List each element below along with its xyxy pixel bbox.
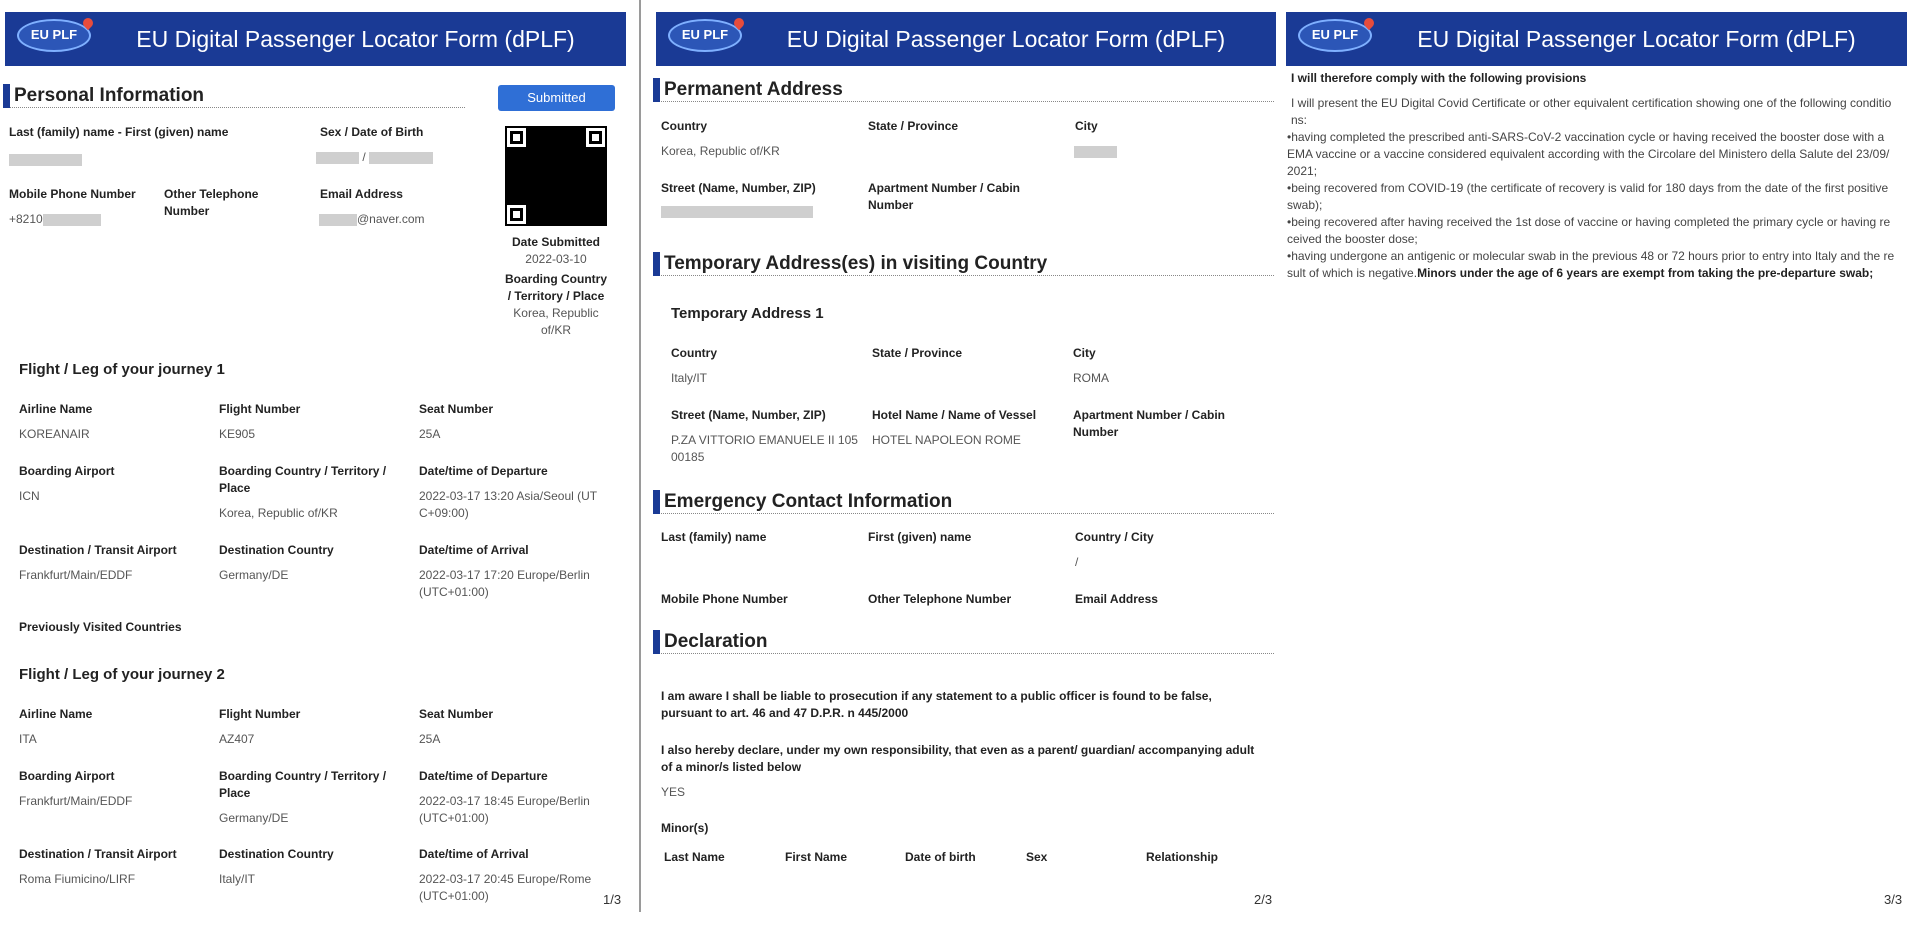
section-temporary-address: Temporary Address(es) in visiting Country	[653, 252, 1274, 276]
flight2-boarding-airport-label: Boarding Airport	[19, 769, 115, 783]
flight1-boarding-country-label: Boarding Country / Territory / Place	[219, 464, 387, 495]
flight2-flight-value: AZ407	[219, 732, 255, 746]
flight2-boarding-country-value: Germany/DE	[219, 811, 289, 825]
flight2-flight-label: Flight Number	[219, 707, 301, 721]
mobile-value: +8210	[9, 211, 101, 228]
page-title: EU Digital Passenger Locator Form (dPLF)	[786, 25, 1226, 52]
em-email-label: Email Address	[1075, 592, 1158, 606]
flight1-flight-value: KE905	[219, 427, 256, 441]
flight2-departure-label: Date/time of Departure	[419, 769, 548, 783]
em-mobile-label: Mobile Phone Number	[661, 592, 788, 606]
temp-city-label: City	[1073, 346, 1096, 360]
perm-apartment-label: Apartment Number / Cabin Number	[868, 181, 1021, 212]
flight1-title: Flight / Leg of your journey 1	[19, 361, 225, 378]
em-last-name-label: Last (family) name	[661, 530, 767, 544]
sex-dob-value: /	[316, 149, 433, 166]
perm-state-label: State / Province	[868, 119, 959, 133]
section-declaration: Declaration	[653, 630, 1274, 654]
flight1-airline-label: Airline Name	[19, 402, 93, 416]
flight2-seat-label: Seat Number	[419, 707, 494, 721]
flight1-seat-label: Seat Number	[419, 402, 494, 416]
eu-plf-logo: EU PLF	[5, 12, 101, 66]
minors-col-date-of-birth: Date of birth	[905, 850, 976, 864]
page2-header	[656, 12, 1276, 66]
perm-country-label: Country	[661, 119, 707, 133]
flight1-boarding-airport-value: ICN	[19, 489, 40, 503]
temp-street-label: Street (Name, Number, ZIP)	[671, 408, 826, 422]
declaration-2: I also hereby declare, under my own responsibility, that even as a parent/ guardian/ accompanying adult of a minor/s listed below	[661, 743, 1255, 774]
provision-item-1: •having completed the prescribed anti-SARS-CoV-2 vaccination cycle or having received the booster dose with a EMA vaccine or a vaccine considered equivalent according with the Circolare del Ministero della Salute del 23/09/2021;	[1287, 130, 1890, 178]
date-submitted-value: 2022-03-10	[525, 252, 587, 266]
flight1-arrival-value: 2022-03-17 17:20 Europe/Berlin (UTC+01:00)	[419, 568, 590, 599]
temp-apartment-label: Apartment Number / Cabin Number	[1073, 408, 1226, 439]
page3-number: 3/3	[1884, 892, 1903, 907]
provisions-heading: I will therefore comply with the following provisions	[1291, 71, 1587, 85]
submitted-status-button[interactable]: Submitted	[498, 85, 615, 111]
sex-dob-label: Sex / Date of Birth	[320, 125, 424, 139]
boarding-country-label: Boarding Country / Territory / Place	[505, 272, 607, 303]
date-submitted-label: Date Submitted	[511, 235, 600, 249]
mobile-label: Mobile Phone Number	[9, 187, 136, 201]
minors-col-relationship: Relationship	[1146, 850, 1219, 864]
flight2-title: Flight / Leg of your journey 2	[19, 666, 225, 683]
flight1-seat-value: 25A	[419, 427, 441, 441]
flight1-boarding-country-value: Korea, Republic of/KR	[219, 506, 338, 520]
eu-plf-logo: EU PLF	[656, 12, 752, 66]
other-phone-label: Other Telephone Number	[164, 187, 259, 218]
section-personal-information: Personal Information	[3, 84, 465, 108]
flight1-flight-label: Flight Number	[219, 402, 301, 416]
perm-city-label: City	[1075, 119, 1098, 133]
temp-state-label: State / Province	[872, 346, 963, 360]
perm-street-label: Street (Name, Number, ZIP)	[661, 181, 816, 195]
temp-country-value: Italy/IT	[671, 371, 708, 385]
page3-header	[1286, 12, 1907, 66]
flight1-airline-value: KOREANAIR	[19, 427, 90, 441]
flight2-airline-label: Airline Name	[19, 707, 93, 721]
page1-header	[5, 12, 626, 66]
flight2-dest-country-label: Destination Country	[219, 847, 334, 861]
page-title: EU Digital Passenger Locator Form (dPLF)	[136, 25, 575, 52]
flight2-boarding-country-label: Boarding Country / Territory / Place	[219, 769, 387, 800]
declaration-2-answer: YES	[661, 785, 686, 799]
page-divider	[639, 0, 641, 912]
flight2-departure-value: 2022-03-17 18:45 Europe/Berlin (UTC+01:00)	[419, 794, 590, 825]
section-emergency-contact: Emergency Contact Information	[653, 490, 1274, 514]
perm-country-value: Korea, Republic of/KR	[661, 144, 780, 158]
flight1-dest-airport-value: Frankfurt/Main/EDDF	[19, 568, 133, 582]
eu-plf-logo: EU PLF	[1286, 12, 1382, 66]
flight1-dest-country-value: Germany/DE	[219, 568, 289, 582]
flight1-dest-country-label: Destination Country	[219, 543, 334, 557]
minors-col-first-name: First Name	[785, 850, 848, 864]
temp-country-label: Country	[671, 346, 717, 360]
boarding-country-value: Korea, Republic of/KR	[513, 306, 599, 337]
flight1-departure-label: Date/time of Departure	[419, 464, 548, 478]
flight1-departure-value: 2022-03-17 13:20 Asia/Seoul (UTC+09:00)	[419, 489, 598, 520]
minors-label: Minor(s)	[661, 821, 709, 835]
email-value: @naver.com	[319, 211, 425, 228]
hotel-label: Hotel Name / Name of Vessel	[872, 408, 1037, 422]
provision-item-3: •being recovered after having received the 1st dose of vaccine or having completed the primary cycle or having received the booster dose;	[1287, 215, 1891, 246]
em-first-name-label: First (given) name	[868, 530, 972, 544]
page-title: EU Digital Passenger Locator Form (dPLF)	[1417, 25, 1856, 52]
temp-address-1-title: Temporary Address 1	[671, 305, 824, 322]
provisions-intro: I will present the EU Digital Covid Certificate or other equivalent certification showing one of the following conditions:	[1291, 96, 1892, 127]
flight2-boarding-airport-value: Frankfurt/Main/EDDF	[19, 794, 133, 808]
flight2-arrival-value: 2022-03-17 20:45 Europe/Rome (UTC+01:00)	[419, 872, 592, 903]
previously-visited-label: Previously Visited Countries	[19, 620, 182, 634]
provision-item-2: •being recovered from COVID-19 (the certificate of recovery is valid for 180 days from the date of the first positive swab);	[1287, 181, 1889, 212]
flight2-arrival-label: Date/time of Arrival	[419, 847, 529, 861]
declaration-1: I am aware I shall be liable to prosecution if any statement to a public officer is found to be false, pursuant to art. 46 and 47 D.P.R. n 445/2000	[661, 689, 1212, 720]
section-permanent-address: Permanent Address	[653, 78, 1274, 102]
em-country-value: /	[1075, 555, 1079, 569]
page1-number: 1/3	[603, 892, 622, 907]
hotel-value: HOTEL NAPOLEON ROME	[872, 433, 1021, 447]
em-country-label: Country / City	[1075, 530, 1154, 544]
name-label: Last (family) name - First (given) name	[9, 125, 229, 139]
flight1-dest-airport-label: Destination / Transit Airport	[19, 543, 177, 557]
name-value	[9, 151, 82, 168]
flight2-airline-value: ITA	[19, 732, 37, 746]
provision-item-4: •having undergone an antigenic or molecular swab in the previous 48 or 72 hours prior to entry into Italy and the result of which is negative.Minors under the age of 6 years are exempt from taking the pre-departure swab;	[1287, 249, 1895, 280]
flight2-seat-value: 25A	[419, 732, 441, 746]
qr-code	[505, 126, 607, 226]
flight2-dest-airport-value: Roma Fiumicino/LIRF	[19, 872, 136, 886]
flight1-boarding-airport-label: Boarding Airport	[19, 464, 115, 478]
email-label: Email Address	[320, 187, 403, 201]
minors-col-sex: Sex	[1026, 850, 1048, 864]
em-other-phone-label: Other Telephone Number	[868, 592, 1012, 606]
perm-city-value	[1074, 143, 1117, 160]
flight2-dest-country-value: Italy/IT	[219, 872, 256, 886]
perm-street-value	[661, 203, 813, 220]
flight2-dest-airport-label: Destination / Transit Airport	[19, 847, 177, 861]
temp-street-value: P.ZA VITTORIO EMANUELE II 105 00185	[671, 433, 858, 464]
temp-city-value: ROMA	[1073, 371, 1109, 385]
page2-number: 2/3	[1254, 892, 1273, 907]
flight1-arrival-label: Date/time of Arrival	[419, 543, 529, 557]
minors-col-last-name: Last Name	[664, 850, 725, 864]
